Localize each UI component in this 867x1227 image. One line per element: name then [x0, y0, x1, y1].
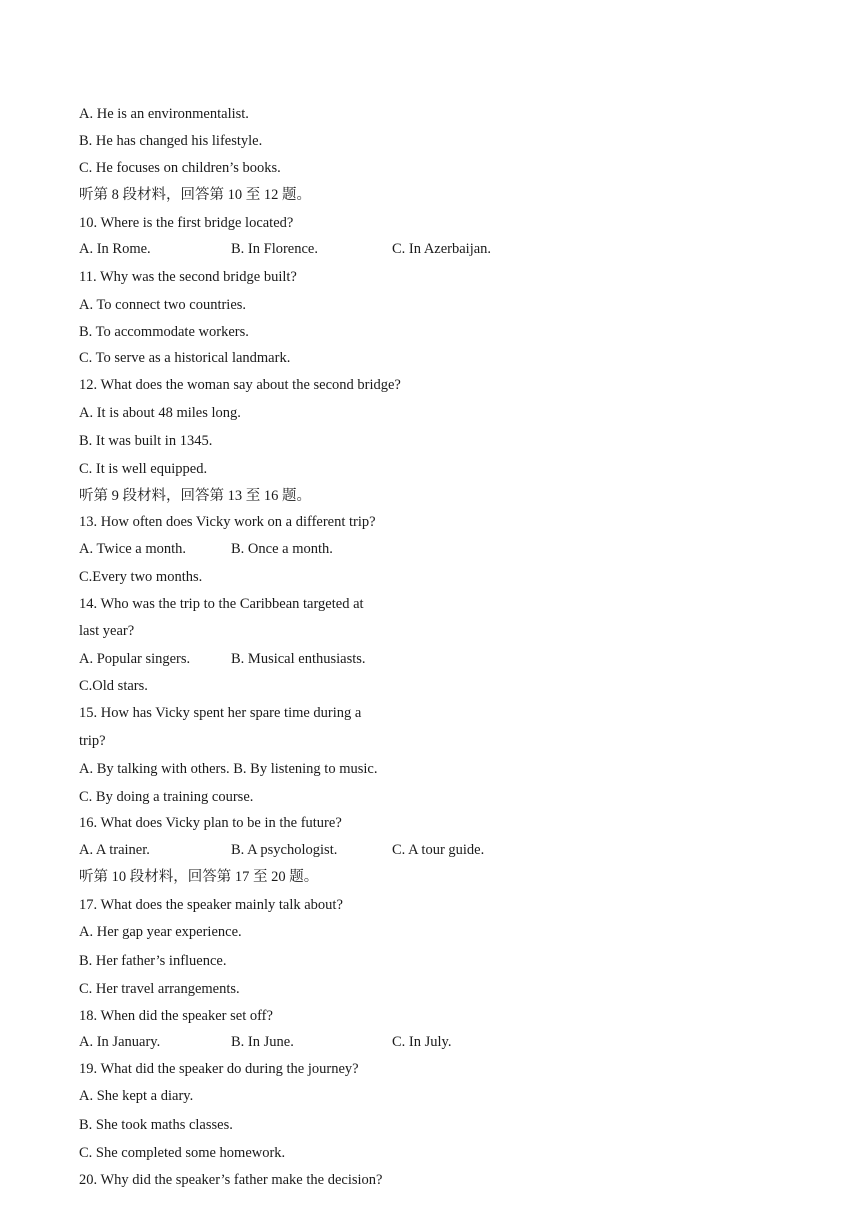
option-text: C. In Azerbaijan.: [392, 241, 492, 257]
option-text: B. She took maths classes.: [79, 1117, 233, 1133]
text-line: trip?: [79, 733, 106, 749]
option-text: C. Her travel arrangements.: [79, 981, 240, 997]
option-text: A. Twice a month.: [79, 541, 187, 557]
option-text: A. It is about 48 miles long.: [79, 405, 241, 421]
option-text: B. In June.: [231, 1034, 294, 1050]
option-text: A. Popular singers.: [79, 651, 191, 667]
question-text: 16. What does Vicky plan to be in the future?: [79, 815, 342, 831]
option-text: A. She kept a diary.: [79, 1088, 194, 1104]
option-text: B. Musical enthusiasts.: [231, 651, 366, 667]
option-text: C. It is well equipped.: [79, 461, 208, 477]
question-text: 17. What does the speaker mainly talk about?: [79, 897, 343, 913]
option-text: C. She completed some homework.: [79, 1145, 286, 1161]
option-text: C. He focuses on children’s books.: [79, 160, 281, 176]
text-line: last year?: [79, 623, 135, 639]
option-text: B. To accommodate workers.: [79, 324, 249, 340]
section-heading: 听第 9 段材料，回答第 13 至 16 题。: [79, 488, 311, 504]
option-text: A. In Rome.: [79, 241, 151, 257]
option-text: C. A tour guide.: [392, 842, 485, 858]
option-text: C. To serve as a historical landmark.: [79, 350, 291, 366]
option-text: C.Old stars.: [79, 678, 148, 694]
option-text: C. In July.: [392, 1034, 452, 1050]
question-text: 12. What does the woman say about the second bridge?: [79, 377, 401, 393]
question-text: 15. How has Vicky spent her spare time during a: [79, 705, 362, 721]
option-text: B. A psychologist.: [231, 842, 338, 858]
option-text: A. He is an environmentalist.: [79, 106, 249, 122]
section-heading: 听第 8 段材料，回答第 10 至 12 题。: [79, 187, 311, 203]
option-text: B. Her father’s influence.: [79, 953, 227, 969]
question-text: 13. How often does Vicky work on a different trip?: [79, 514, 376, 530]
option-text: A. In January.: [79, 1034, 161, 1050]
option-text: A. A trainer.: [79, 842, 150, 858]
question-text: 14. Who was the trip to the Caribbean targeted at: [79, 596, 364, 612]
option-text: A. To connect two countries.: [79, 297, 247, 313]
option-text: A. Her gap year experience.: [79, 924, 242, 940]
question-text: 18. When did the speaker set off?: [79, 1008, 273, 1024]
option-text: C. By doing a training course.: [79, 789, 254, 805]
question-text: 10. Where is the first bridge located?: [79, 215, 294, 231]
question-text: 20. Why did the speaker’s father make the decision?: [79, 1172, 383, 1188]
option-text: A. By talking with others. B. By listening to music.: [79, 761, 378, 777]
option-text: C.Every two months.: [79, 569, 203, 585]
section-heading: 听第 10 段材料，回答第 17 至 20 题。: [79, 869, 319, 885]
question-text: 11. Why was the second bridge built?: [79, 269, 297, 285]
option-text: B. He has changed his lifestyle.: [79, 133, 263, 149]
option-text: B. It was built in 1345.: [79, 433, 213, 449]
question-text: 19. What did the speaker do during the journey?: [79, 1061, 359, 1077]
option-text: B. Once a month.: [231, 541, 333, 557]
option-text: B. In Florence.: [231, 241, 318, 257]
